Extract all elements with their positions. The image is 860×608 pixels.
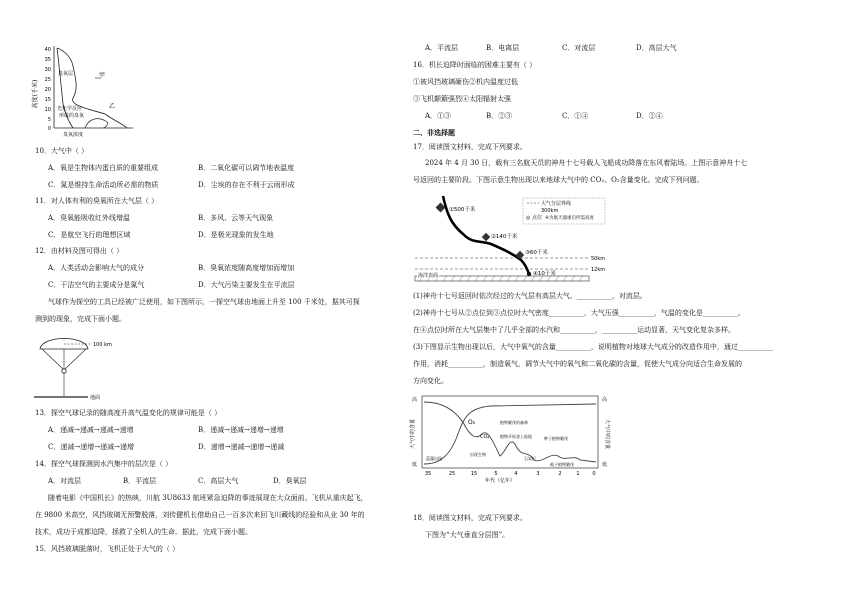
balloon-figure bbox=[30, 333, 150, 403]
co2-label: CO₂ bbox=[480, 434, 490, 440]
point-10km-label: ④10千米 bbox=[533, 271, 556, 277]
ozone-y-tick: 25 bbox=[44, 77, 51, 83]
q15-stem: 15．风挡玻璃脱落时，飞机正处于大气的（ ） bbox=[35, 545, 180, 553]
co2-curve bbox=[424, 402, 596, 462]
ozone-y-tick: 5 bbox=[47, 117, 51, 123]
layer-label-12km: 12km bbox=[591, 267, 606, 273]
legend-300km: 300km bbox=[541, 208, 559, 214]
q14-stem: 14．探空气球探测到水汽集中的层次是（ ） bbox=[35, 460, 173, 468]
fig4-x-tick: 15 bbox=[470, 471, 478, 477]
q16-option-a[interactable]: A．①③ bbox=[425, 112, 452, 120]
ann-seed-plants: 种子植物繁茂 bbox=[544, 436, 568, 441]
ozone-layer-label: 臭氧层 bbox=[58, 71, 74, 77]
sea-surface bbox=[415, 276, 589, 281]
q17-sub3-line-3: 方向变化。 bbox=[413, 377, 448, 385]
q17-stem: 17．阅读图文材料，完成下列要求。 bbox=[413, 143, 527, 151]
q11-stem: 11．对人体有利的臭氧所在大气层（ ） bbox=[35, 197, 159, 205]
label-jia: 甲 bbox=[99, 72, 106, 79]
ann-forest: 植物繁茂的森林 bbox=[500, 420, 528, 425]
fig4-x-axis-label: 年代（亿年） bbox=[484, 478, 516, 484]
legend-layer-boundary: 大气分层界线 bbox=[541, 201, 572, 207]
ann-carboniferous: 石炭纪 bbox=[524, 456, 536, 461]
q17-passage-line-2: 号返回的主要阶段。下图示意生物出现以来地球大气中的 CO₂、O₂含量变化。完成下列问题。 bbox=[413, 176, 704, 184]
ozone-small-loop bbox=[85, 119, 108, 128]
balloon-payload bbox=[62, 369, 66, 373]
q17-sub3-line-2: 作用，消耗__________，制造氧气，调节大气中的氧气和二氧化碳的含量，促使大气成分向适合生命发展的 bbox=[413, 360, 742, 368]
ozone-y-tick: 30 bbox=[44, 67, 51, 73]
fig4-x-tick: 3 bbox=[536, 471, 540, 477]
q13-stem: 13．探空气球记录的随高度升高气温变化的规律可能是（ ） bbox=[35, 409, 222, 417]
q16-option-c[interactable]: C．①④ bbox=[562, 112, 589, 120]
q11-option-c[interactable]: C．是航空飞行的理想区域 bbox=[48, 231, 131, 239]
q16-option-b[interactable]: B．②③ bbox=[486, 112, 513, 120]
fig4-x-tick: 5 bbox=[494, 471, 498, 477]
ground-label: 地面 bbox=[90, 395, 101, 401]
fig4-x-ticks bbox=[425, 471, 596, 477]
label-yi: 乙 bbox=[109, 103, 116, 110]
section-heading: 二、非选择题 bbox=[413, 128, 455, 137]
fig4-x-tick: 4 bbox=[514, 471, 518, 477]
fig4-x-tick: 0 bbox=[592, 471, 596, 477]
fig4-y-right-low: 低 bbox=[602, 462, 608, 468]
fig4-y-left-label: 大气中的含量 bbox=[410, 418, 416, 450]
q13-option-c[interactable]: C．递减→递增→递减→递增 bbox=[48, 443, 134, 451]
ann-cyanobacteria: 蓝藻出现 bbox=[426, 456, 442, 461]
ozone-x-axis-label: 臭氧浓度 bbox=[63, 132, 84, 138]
q12-option-d[interactable]: D．大气污染主要发生在平流层 bbox=[198, 281, 295, 289]
q16-stem: 16．机长迫降时面临的困难主要有（ ） bbox=[413, 61, 537, 69]
height-label: 100 km bbox=[93, 342, 112, 348]
point-60km-label: ③60千米 bbox=[525, 250, 548, 256]
ozone-figure bbox=[32, 44, 143, 138]
q15-option-c[interactable]: C．对流层 bbox=[562, 44, 596, 52]
ozone-y-axis-label: 高度(千米) bbox=[32, 79, 39, 109]
q13-option-d[interactable]: D．递增→递减→递增→递减 bbox=[198, 443, 285, 451]
sea-hatching bbox=[419, 276, 583, 281]
q13-option-b[interactable]: B．递减→递减→递增→递增 bbox=[198, 426, 284, 434]
q12-option-c[interactable]: C．干洁空气的主要成分是氮气 bbox=[48, 281, 145, 289]
ozone-y-tick: 0 bbox=[47, 126, 51, 132]
balloon-rope bbox=[42, 349, 63, 369]
q15-option-a[interactable]: A．平流层 bbox=[425, 44, 459, 52]
ann-angiosperms: 被子植物繁茂 bbox=[550, 462, 574, 467]
fig4-y-left-low: 低 bbox=[412, 462, 418, 468]
reentry-figure bbox=[413, 194, 613, 284]
fig4-x-tick: 1 bbox=[576, 471, 580, 477]
q15-option-b[interactable]: B．电离层 bbox=[486, 44, 520, 52]
q17-sub1: (1)神舟十七号返回时依次经过的大气层有高层大气、__________、对流层。 bbox=[413, 292, 647, 300]
fig4-x-tick: 25 bbox=[448, 471, 456, 477]
fig4-y-left-high: 高 bbox=[412, 397, 418, 403]
q17-sub3-line-1: (3)下图显示生物出现以后，大气中氧气的含量__________，说明植物对地球大气成分的改造作用中，通过__________ bbox=[413, 343, 773, 351]
q12-stem: 12．由材料及图可得出（ ） bbox=[35, 247, 124, 255]
q11-option-a[interactable]: A．臭氧能吸收红外线增温 bbox=[48, 214, 131, 222]
ozone-y-ticks bbox=[45, 47, 51, 132]
photochem-label-2: 形成的臭氧 bbox=[59, 113, 85, 119]
point-140km-label: ②140千米 bbox=[491, 234, 518, 240]
ann-plants-land: 植物开始登上陆地 bbox=[500, 434, 532, 439]
q10-option-b[interactable]: B．二氧化碳可以调节地表温度 bbox=[198, 164, 295, 172]
q14-option-d[interactable]: D．臭氧层 bbox=[273, 477, 307, 485]
q12-option-a[interactable]: A．人类活动会影响大气的成分 bbox=[48, 264, 145, 272]
q12-option-b[interactable]: B．臭氧浓度随高度增加而增加 bbox=[198, 264, 295, 272]
q17-passage-line-1: 2024 年 4 月 30 日，载有三名航天员的神舟十七号载人飞船成功降落在东风着陆场。上图示意神舟十七 bbox=[425, 159, 748, 167]
ann-life-appears: 出现生物 bbox=[470, 452, 486, 457]
legend-restart: ④为航天器重启所需高度 bbox=[545, 216, 595, 221]
q11-option-b[interactable]: B．多风、云等天气现象 bbox=[198, 214, 274, 222]
q11-option-d[interactable]: D．是极光现象的发生地 bbox=[198, 231, 274, 239]
o2-label: O₂ bbox=[468, 419, 476, 426]
q10-option-d[interactable]: D．尘埃的存在不利于云雨形成 bbox=[198, 181, 295, 189]
fig4-x-tick: 35 bbox=[424, 471, 432, 477]
q13-option-a[interactable]: A．递减→递减→递减→递增 bbox=[48, 426, 134, 434]
point-500km-label: ①500千米 bbox=[449, 207, 476, 213]
q14-option-a[interactable]: A．对流层 bbox=[48, 477, 82, 485]
layer-label-50km: 50km bbox=[591, 256, 606, 262]
q10-stem: 10．大气中（ ） bbox=[35, 147, 89, 155]
q18-stem: 18．阅读图文材料，完成下列要求。 bbox=[413, 514, 527, 522]
q14-option-b[interactable]: B．平流层 bbox=[123, 477, 157, 485]
ozone-y-tick: 20 bbox=[44, 87, 51, 93]
balloon-intro-line-1: 气球作为探空的工具已经被广泛使用，如下图所示，一探空气球由地面上升至 100 千米处，据其可探 bbox=[48, 298, 360, 306]
balloon-rope bbox=[65, 349, 86, 369]
q14-option-c[interactable]: C．高层大气 bbox=[198, 477, 239, 485]
fig4-x-tick: 2 bbox=[558, 471, 562, 477]
ozone-y-tick: 35 bbox=[44, 57, 51, 63]
pilot-passage-line-1: 随着电影《中国机长》的热映，川航 3U8633 航班紧急迫降的事迹展现在大众面前。飞机从重庆起飞， bbox=[48, 494, 368, 502]
q18-passage: 下图为“大气垂直分层图”。 bbox=[425, 531, 510, 539]
pilot-passage-line-3: 技术，成功于成都迫降，拯救了全机人的生命。据此，完成下面小题。 bbox=[35, 528, 252, 536]
sea-surface-label: 海洋表面 bbox=[418, 273, 439, 279]
ozone-y-tick: 10 bbox=[44, 107, 51, 113]
q17-sub2-line-1: (2)神舟十七号从②点位到③点位时大气密度__________，大气压强__________，气温的变化是__________。 bbox=[413, 309, 745, 317]
q17-sub2-line-2: 在④点位时所在大气层集中了几乎全部的水汽和__________，__________运动显著，天气变化复杂多样。 bbox=[413, 326, 735, 334]
q15-option-d[interactable]: D．高层大气 bbox=[636, 44, 677, 52]
balloon-intro-line-2: 测到的现象，完成下面小题。 bbox=[35, 315, 126, 323]
fig4-y-right-label: 大气中的含量 bbox=[604, 418, 610, 450]
q16-statements-2: ③飞机颠簸强烈④太阳辐射太强 bbox=[413, 95, 511, 103]
q16-option-d[interactable]: D．②④ bbox=[636, 112, 663, 120]
ozone-y-tick: 15 bbox=[44, 97, 51, 103]
legend-station: ◎ 点位 bbox=[526, 215, 542, 221]
fig4-frame bbox=[422, 396, 598, 468]
fig4-y-right-high: 高 bbox=[602, 397, 608, 403]
o2-co2-figure bbox=[410, 394, 610, 482]
q10-option-c[interactable]: C．氮是维持生命活动所必需的物质 bbox=[48, 181, 159, 189]
ozone-y-tick: 40 bbox=[44, 47, 51, 53]
photochem-label-1: 光化学反应 bbox=[57, 106, 83, 112]
q10-option-a[interactable]: A．氧是生物体内蛋白质的重要组成 bbox=[48, 164, 159, 172]
pilot-passage-line-2: 在 9800 米高空，风挡玻璃无预警脱落，刘传健机长借助自己一百多次来回飞川藏线的经验和从业 30 年的 bbox=[35, 511, 365, 519]
q16-statements-1: ①被风挡玻璃砸伤②机内温度过低 bbox=[413, 78, 518, 86]
